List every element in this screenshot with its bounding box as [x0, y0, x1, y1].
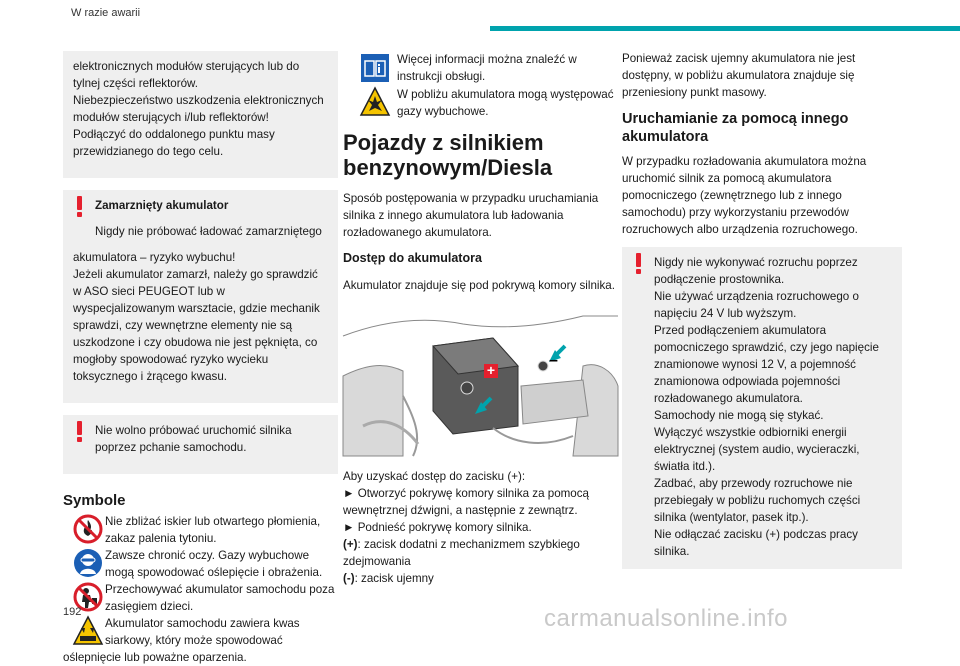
column-1: [63, 51, 338, 666]
warning-box-frozen-battery: [63, 190, 338, 403]
minus-terminal-marker: –: [549, 352, 558, 369]
symbol-explosive-gas: [343, 86, 618, 120]
symbol-no-fire: [63, 513, 338, 547]
warning-icon: [73, 421, 85, 443]
warning-box-jump-start: [622, 247, 902, 569]
watermark: carmanualsonline.info: [544, 605, 788, 632]
section-title: W razie awarii: [71, 7, 141, 19]
explosive-gas-icon: [360, 87, 390, 117]
info-box-electronics: [63, 51, 338, 178]
warning-text: Nie wolno próbować uruchomić silnika poprzez pchanie samochodu.: [95, 424, 292, 454]
symbol-text: Więcej informacji można znaleźć w instrukcji obsługi.: [397, 53, 577, 83]
eye-protection-icon: [73, 548, 103, 578]
warning-line: Nigdy nie wykonywać rozruchu poprzez podłączenie prostownika.: [654, 256, 858, 286]
column-3: [622, 51, 902, 581]
info-box-text: elektronicznych modułów sterujących lub do tylnej części reflektorów. Niebezpieczeństwo uszkodzenia elektronicznych modułów sterujących i/lub reflektorów! Podłączyć do oddalonego punktu masy przewidzianego do tego celu.: [73, 60, 324, 158]
column-2: [343, 51, 618, 587]
symbol-text-wrap: oślepnięcie lub poważne oparzenia.: [63, 651, 247, 664]
warning-text: Nie używać urządzenia rozruchowego o napięciu 24 V lub wyższym. Przed podłączeniem akumulatora pomocniczego sprawdzić, czy jego napięcie znamionowe wynosi 12 V, a pojemność znamionowa odpowiada pojemności rozładowanego akumulatora. Samochody nie mogą się stykać. Wyłączyć wszystkie odbiorniki energii elektrycznej (system audio, wycieraczki, światła itd.). Zadbać, aby przewody rozruchowe nie przebiegały w pobliżu ruchomych części silnika (wentylator, pasek itp.). Nie odłączać zacisku (+) podczas pracy silnika.: [654, 290, 879, 558]
ground-point-text: Ponieważ zacisk ujemny akumulatora nie jest dostępny, w pobliżu akumulatora znajduje się przeniesiony punkt masowy.: [622, 52, 856, 99]
warning-line: Nigdy nie próbować ładować zamarzniętego: [95, 225, 322, 238]
section-heading: Pojazdy z silnikiem benzynowym/Diesla: [343, 130, 553, 180]
access-intro: Aby uzyskać dostęp do zacisku (+):: [343, 470, 526, 483]
symbol-corrosive-acid: [63, 615, 338, 666]
symbol-manual: [343, 51, 618, 86]
location-text: Akumulator znajduje się pod pokrywą komory silnika.: [343, 279, 615, 292]
symbol-text: Akumulator samochodu zawiera kwas siarkowy, który może spowodować: [105, 617, 300, 647]
engine-bay-drawing: [343, 316, 618, 456]
symbol-text: Nie zbliżać iskier lub otwartego płomienia, zakaz palenia tytoniu.: [105, 515, 321, 545]
symbol-keep-away-children: [63, 581, 338, 615]
engine-bay-illustration: [343, 316, 618, 456]
intro-text: Sposób postępowania w przypadku uruchamiania silnika z innego akumulatora lub ładowania rozładowanego akumulatora.: [343, 192, 599, 239]
manual-book-icon: [360, 53, 390, 83]
warning-text: akumulatora – ryzyko wybuchu! Jeżeli akumulator zamarzł, należy go sprawdzić w ASO sieci PEUGEOT lub w wyspecjalizowanym warsztacie, gdzie mechanik sprawdzi, czy wewnętrzne elementy nie są uszkodzone i czy obudowa nie jest pęknięta, co mogłoby spowodować ryzyko wycieku toksycznego i żrącego kwasu.: [73, 251, 320, 383]
warning-title: Zamarznięty akumulator: [95, 199, 229, 212]
corrosive-acid-icon: [73, 616, 103, 646]
warning-icon: [632, 253, 644, 275]
symbol-eye-protection: [63, 547, 338, 581]
symbol-text: Zawsze chronić oczy. Gazy wybuchowe mogą spowodować oślepięcie i obrażenia.: [105, 549, 323, 579]
subheading-battery-access: Dostęp do akumulatora: [343, 251, 482, 265]
minus-terminal-description: (-): zacisk ujemny: [343, 572, 434, 585]
warning-icon: [73, 196, 85, 218]
plus-terminal-description: (+): zacisk dodatni z mechanizmem szybkiego zdejmowania: [343, 538, 580, 568]
symbol-text: Przechowywać akumulator samochodu poza zasięgiem dzieci.: [105, 583, 335, 613]
jump-start-body: W przypadku rozładowania akumulatora można uruchomić silnik za pomocą akumulatora pomocniczego (zewnętrznego lub z innego samochodu) przy wykorzystaniu przewodów rozruchowych albo urządzenia rozruchowego.: [622, 155, 867, 236]
step-open-hood: ► Otworzyć pokrywę komory silnika za pomocą wewnętrznej dźwigni, a następnie z zewnątrz.: [343, 487, 589, 517]
symbols-heading: Symbole: [63, 492, 126, 509]
plus-terminal-marker: +: [484, 364, 498, 378]
warning-box-push-start: [63, 415, 338, 474]
no-fire-icon: [73, 514, 103, 544]
symbol-text: W pobliżu akumulatora mogą występować gazy wybuchowe.: [397, 88, 614, 118]
header-accent-bar: [490, 26, 960, 31]
step-lift-hood: ► Podnieść pokrywę komory silnika.: [343, 521, 532, 534]
jump-start-heading: Uruchamianie za pomocą innego akumulatora: [622, 111, 849, 145]
page-number: 192: [63, 606, 82, 618]
